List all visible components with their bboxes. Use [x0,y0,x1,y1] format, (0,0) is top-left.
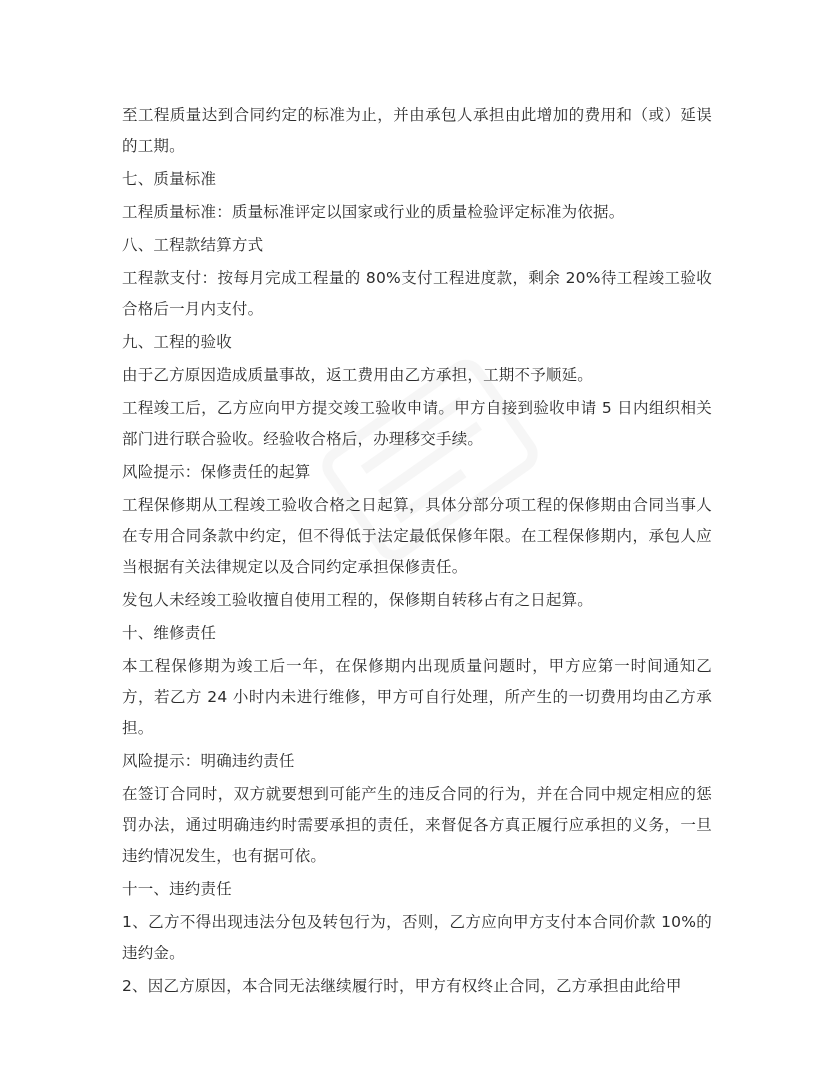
body-paragraph: 1、乙方不得出现违法分包及转包行为，否则，乙方应向甲方支付本合同价款 10%的违约金。 [122,913,712,962]
body-paragraph: 由于乙方原因造成质量事故，返工费用由乙方承担，工期不予顺延。 [122,366,594,384]
body-paragraph: 工程保修期从工程竣工验收合格之日起算，具体分部分项工程的保修期由合同当事人在专用合同条款中约定，但不得低于法定最低保修年限。在工程保修期内，承包人应当根据有关法律规定以及合同约定承担保修责任。 [122,496,712,576]
body-paragraph: 至工程质量达到合同约定的标准为止，并由承包人承担由此增加的费用和（或）延误的工期。 [122,106,712,155]
body-paragraph: 2、因乙方原因，本合同无法继续履行时，甲方有权终止合同，乙方承担由此给甲 [122,977,682,995]
body-paragraph: 工程款支付：按每月完成工程量的 80%支付工程进度款，剩余 20%待工程竣工验收合格后一月内支付。 [122,269,712,318]
body-paragraph: 在签订合同时，双方就要想到可能产生的违反合同的行为，并在合同中规定相应的惩罚办法，通过明确违约时需要承担的责任，来督促各方真正履行应承担的义务，一旦违约情况发生，也有据可依。 [122,785,712,865]
body-paragraph: 工程竣工后，乙方应向甲方提交竣工验收申请。甲方自接到验收申请 5 日内组织相关部门进行联合验收。经验收合格后，办理移交手续。 [122,399,712,448]
body-paragraph: 工程质量标准：质量标准评定以国家或行业的质量检验评定标准为依据。 [122,203,625,221]
section-heading-breach: 十一、违约责任 [122,880,232,898]
section-heading-payment-settlement: 八、工程款结算方式 [122,236,264,254]
body-paragraph: 发包人未经竣工验收擅自使用工程的，保修期自转移占有之日起算。 [122,591,594,609]
document-body [122,100,712,1004]
section-heading-maintenance: 十、维修责任 [122,624,217,642]
risk-tip-warranty-start: 风险提示：保修责任的起算 [122,463,311,481]
risk-tip-liability: 风险提示：明确违约责任 [122,752,295,770]
body-paragraph: 本工程保修期为竣工后一年，在保修期内出现质量问题时，甲方应第一时间通知乙方，若乙方 24 小时内未进行维修，甲方可自行处理，所产生的一切费用均由乙方承担。 [122,657,712,737]
section-heading-quality-standard: 七、质量标准 [122,170,217,188]
section-heading-acceptance: 九、工程的验收 [122,333,232,351]
